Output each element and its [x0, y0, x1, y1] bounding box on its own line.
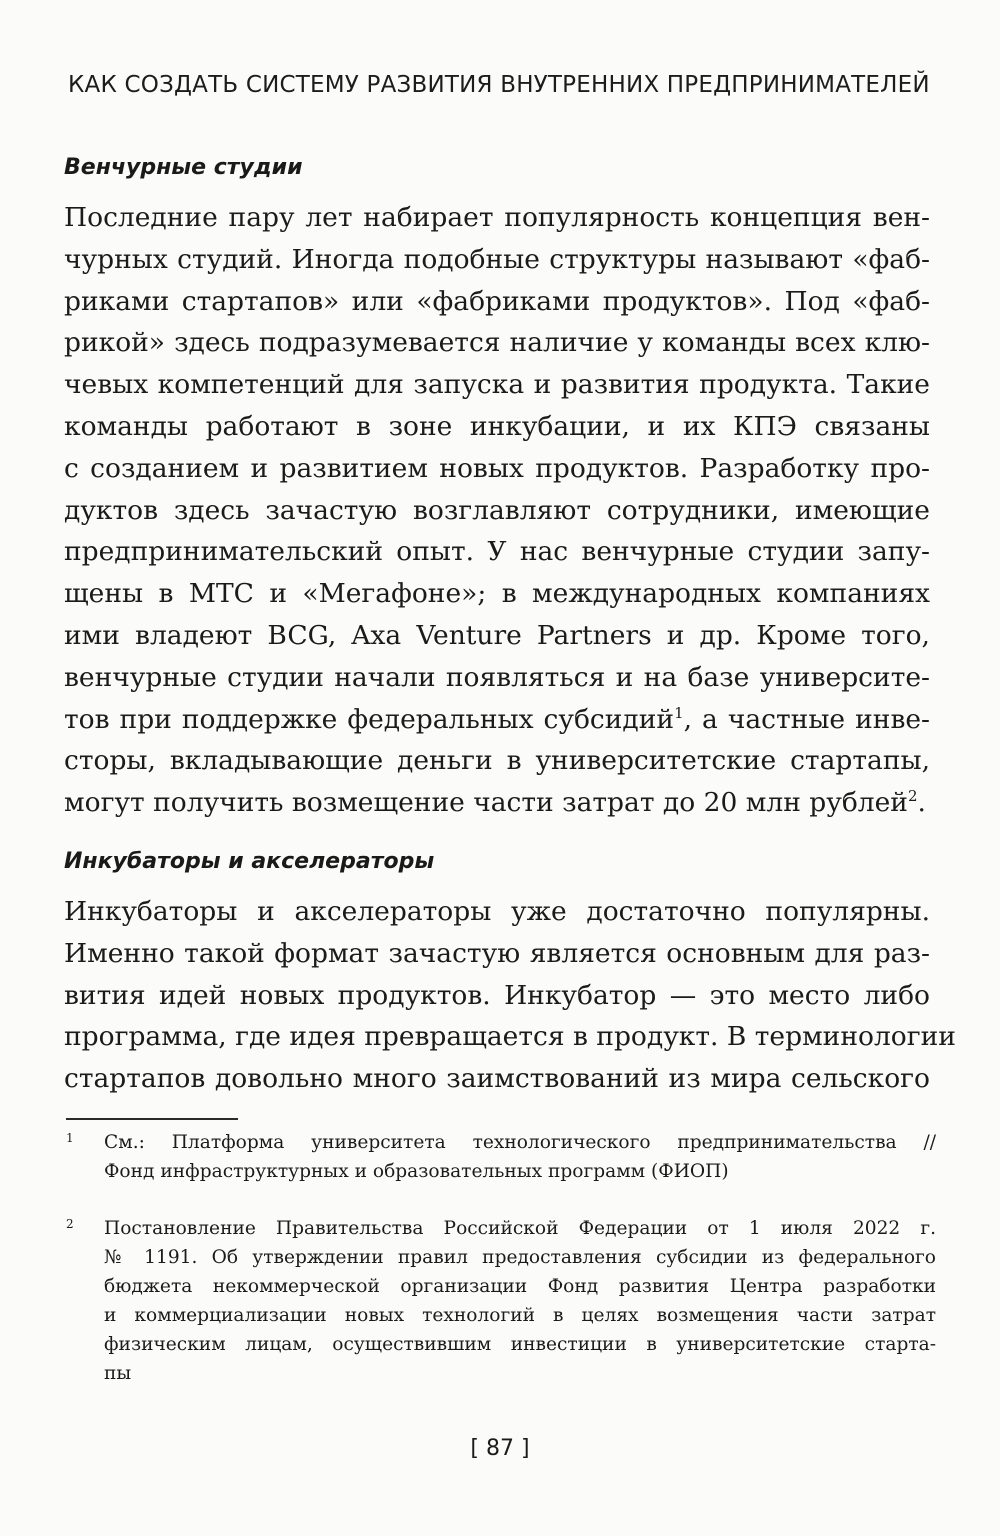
footnote-line: Фонд инфраструктурных и образовательных программ (ФИОП) [104, 1161, 729, 1182]
text-line: команды работают в зоне инкубации, и их КПЭ связаны [64, 410, 930, 442]
footnote-line: См.: Платформа университета технологического предпринимательства // [104, 1132, 936, 1153]
footnote-line: пы [104, 1363, 132, 1384]
text-line: чевых компетенций для запуска и развития продукта. Такие [64, 369, 930, 401]
text-line: чурных студий. Иногда подобные структуры называют «фаб- [64, 243, 930, 275]
text-line: сторы, вкладывающие деньги в университетские стартапы, [64, 745, 930, 777]
footnote-line: физическим лицам, осуществившим инвестиции в университетские старта- [104, 1334, 936, 1355]
text-line-with-footnote-1 [64, 699, 930, 741]
page-number: [ 87 ] [470, 1436, 530, 1461]
footnote-line: Постановление Правительства Российской Федерации от 1 июля 2022 г. [104, 1218, 936, 1239]
paragraph-venture-studios [64, 197, 930, 824]
footnote-ref-1: 1 [674, 703, 684, 722]
text-line: Именно такой формат зачастую является основным для раз- [64, 937, 930, 969]
text-line: риками стартапов» или «фабриками продуктов». Под «фаб- [64, 285, 930, 317]
section-title-incubators: Инкубаторы и акселераторы [64, 849, 435, 874]
text-fragment: , а частные инве- [683, 703, 930, 735]
text-line: с созданием и развитием новых продуктов. Разработку про- [64, 452, 930, 484]
footnote-ref-2: 2 [907, 787, 918, 806]
footnote-divider [66, 1118, 238, 1120]
text-fragment: могут получить возмещение части затрат до 20 млн рублей [64, 787, 908, 819]
text-line: вития идей новых продуктов. Инкубатор — это место либо [64, 979, 930, 1011]
text-line: щены в МТС и «Мегафоне»; в международных компаниях [64, 578, 930, 610]
section-title-venture-studios: Венчурные студии [64, 155, 303, 180]
text-line: дуктов здесь зачастую возглавляют сотрудники, имеющие [64, 494, 930, 526]
running-head: КАК СОЗДАТЬ СИСТЕМУ РАЗВИТИЯ ВНУТРЕННИХ ПРЕДПРИНИМАТЕЛЕЙ [68, 72, 930, 98]
paragraph-incubators [64, 891, 956, 1100]
footnote-2 [66, 1214, 936, 1388]
footnote-mark: 1 [66, 1131, 74, 1145]
footnote-line: и коммерциализации новых технологий в целях возмещения части затрат [104, 1305, 936, 1326]
text-line: ими владеют BCG, Axa Venture Partners и др. Кроме того, [64, 619, 930, 651]
text-fragment: тов при поддержке федеральных субсидий [64, 703, 675, 735]
text-line: Последние пару лет набирает популярность концепция вен- [64, 202, 930, 233]
text-fragment: . [917, 787, 926, 819]
text-line: стартапов довольно много заимствований из мира сельского [64, 1063, 930, 1095]
footnote-line: бюджета некоммерческой организации Фонд развития Центра разработки [104, 1276, 936, 1297]
text-line: рикой» здесь подразумевается наличие у команды всех клю- [64, 327, 930, 359]
text-line-with-footnote-2 [64, 782, 930, 824]
text-line: венчурные студии начали появляться и на базе университе- [64, 661, 930, 693]
footnote-1 [66, 1128, 936, 1186]
text-line: Инкубаторы и акселераторы уже достаточно популярны. [64, 896, 930, 927]
footnote-mark: 2 [66, 1217, 74, 1231]
text-line: предпринимательский опыт. У нас венчурные студии запу- [64, 536, 930, 568]
footnote-line: № 1191. Об утверждении правил предоставления субсидии из федерального [104, 1247, 936, 1268]
text-line: программа, где идея превращается в продукт. В терминологии [64, 1021, 956, 1053]
